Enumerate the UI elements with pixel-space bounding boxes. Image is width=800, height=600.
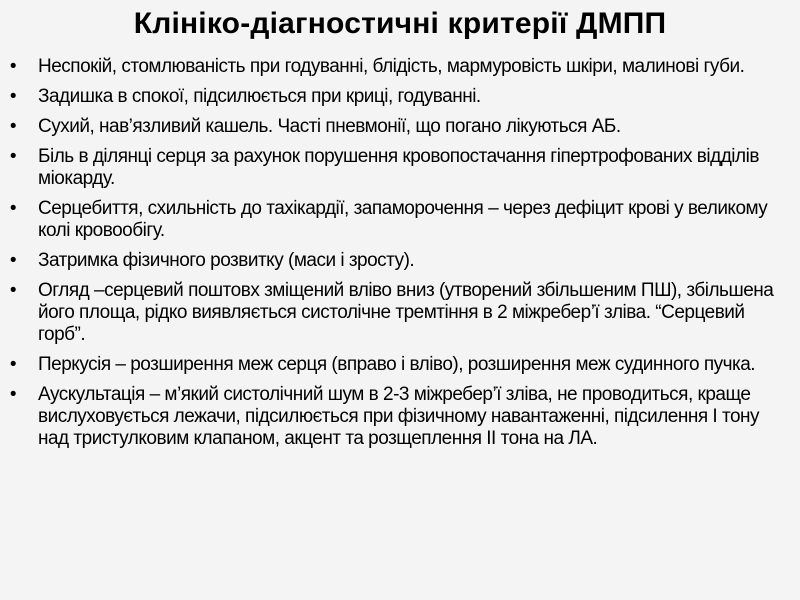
bullet-marker: •: [9, 198, 17, 219]
slide-title: Клініко-діагностичні критерії ДМПП: [133, 7, 667, 40]
bullet-marker: •: [9, 384, 17, 405]
bullet-text: Аускультація – м’який систолічний шум в 2-3 міжребер’ї зліва, не проводиться, краще вислуховується лежачи, підсилюється при фізичному навантаженні, підсилення І тону над тристулковим клапаном, акцент та розщеплення ІІ тона на ЛА.: [38, 384, 760, 449]
bullet-text: Затримка фізичного розвитку (маси і зросту).: [38, 250, 415, 271]
bullet-item: [0, 146, 790, 190]
bullet-item: [0, 354, 790, 376]
bullet-marker: •: [9, 280, 17, 301]
bullet-marker: •: [9, 86, 17, 107]
bullet-text: Перкусія – розширення меж серця (вправо і вліво), розширення меж судинного пучка.: [38, 354, 756, 375]
bullet-text: Біль в ділянці серця за рахунок порушення кровопостачання гіпертрофованих відділів міокарду.: [38, 146, 759, 189]
bullet-item: [0, 280, 790, 346]
bullet-text: Огляд –серцевий поштовх зміщений вліво вниз (утворений збільшеним ПШ), збільшена його площа, рідко виявляється систолічне тремтіння в 2 міжребер’ї зліва. “Серцевий горб”.: [38, 280, 774, 345]
bullet-item: [0, 198, 790, 242]
bullet-item: [0, 56, 790, 78]
bullet-item: [0, 86, 790, 108]
bullet-text: Серцебиття, схильність до тахікардії, запаморочення – через дефіцит крові у великому колі кровообігу.: [38, 198, 768, 241]
bullet-marker: •: [9, 250, 17, 271]
bullet-item: [0, 116, 790, 138]
bullet-text: Сухий, нав’язливий кашель. Часті пневмонії, що погано лікуються АБ.: [38, 116, 621, 137]
bullet-item: [0, 384, 790, 450]
bullet-marker: •: [9, 56, 17, 77]
bullet-text: Неспокій, стомлюваність при годуванні, блідість, мармуровість шкіри, малинові губи.: [38, 56, 745, 77]
bullet-marker: •: [9, 146, 17, 167]
bullet-marker: •: [9, 354, 17, 375]
bullet-item: [0, 250, 790, 272]
bullet-marker: •: [9, 116, 17, 137]
bullet-text: Задишка в спокої, підсилюється при криці, годуванні.: [38, 86, 481, 107]
bullet-list: [0, 56, 790, 458]
